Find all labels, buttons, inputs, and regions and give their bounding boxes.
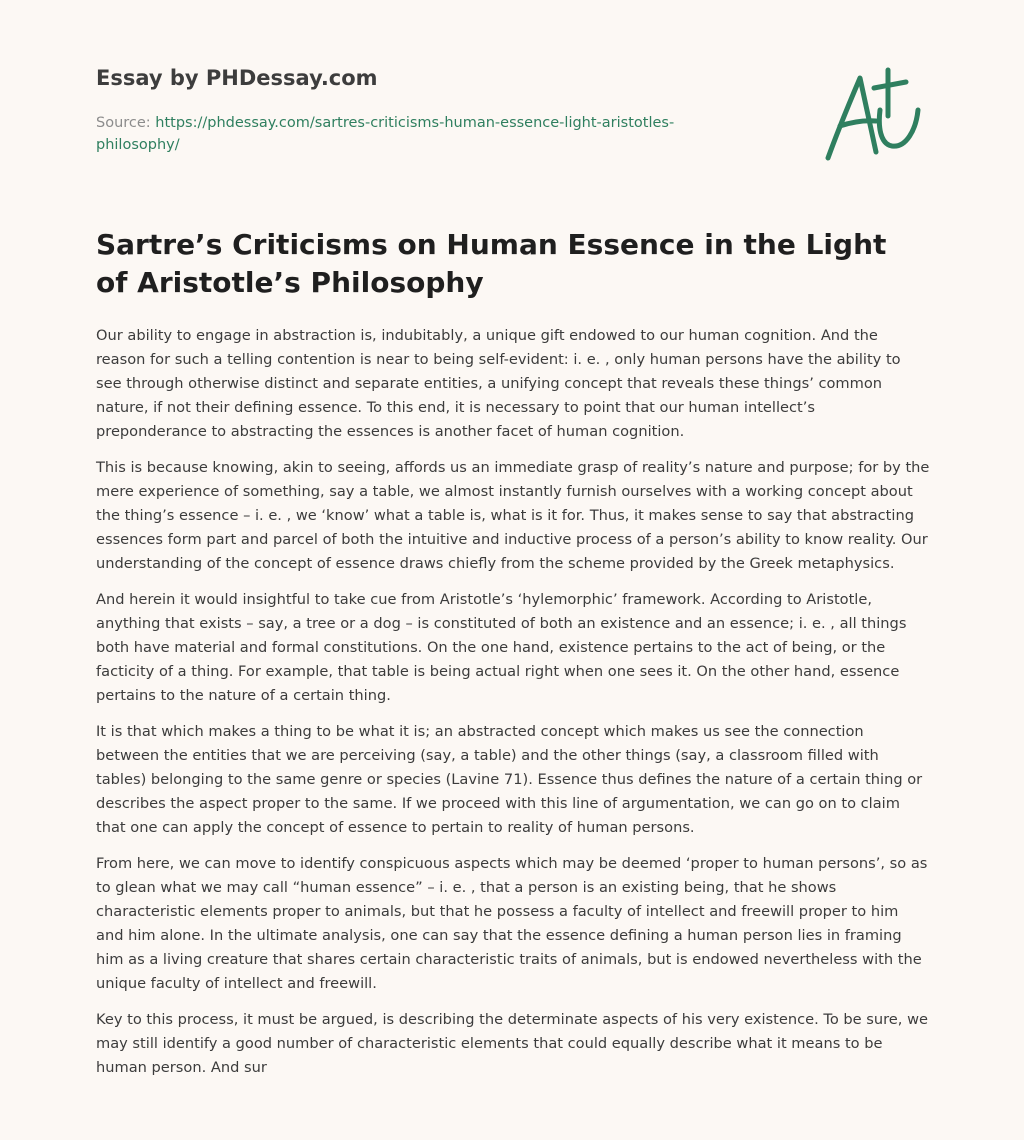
source-label: Source:: [96, 115, 151, 131]
article-body: [96, 324, 930, 1092]
paragraph: This is because knowing, akin to seeing, affords us an immediate grasp of reality’s nature and purpose; for by the mere experience of something, say a table, we almost instantly furnish ourselves with a working concept about the thing’s essence – i. e. , we ‘know’ what a table is, what is it for. Thus, it makes sense to say that abstracting essences form part and parcel of both the intuitive and inductive process of a person’s ability to know reality. Our understanding of the concept of essence draws chiefly from the scheme provided by the Greek metaphysics.: [96, 459, 930, 572]
paragraph: Our ability to engage in abstraction is, indubitably, a unique gift endowed to our human cognition. And the reason for such a telling contention is near to being self-evident: i. e. , only human persons have the ability to see through otherwise distinct and separate entities, a unifying concept that reveals these things’ common nature, if not their defining essence. To this end, it is necessary to point that our human intellect’s preponderance to abstracting the essences is another facet of human cognition.: [96, 327, 901, 440]
paragraph: It is that which makes a thing to be what it is; an abstracted concept which makes us see the connection between the entities that we are perceiving (say, a table) and the other things (say, a classroom filled with tables) belonging to the same genre or species (Lavine 71). Essence thus defines the nature of a certain thing or describes the aspect proper to the same. If we proceed with this line of argumentation, we can go on to claim that one can apply the concept of essence to pertain to reality of human persons.: [96, 723, 923, 836]
article-title: Sartre’s Criticisms on Human Essence in the Light of Aristotle’s Philosophy: [96, 228, 887, 299]
a-plus-grade-icon: [818, 66, 928, 166]
source-link[interactable]: https://phdessay.com/sartres-criticisms-human-essence-light-aristotles-philosophy/: [96, 115, 675, 153]
paragraph: Key to this process, it must be argued, is describing the determinate aspects of his very existence. To be sure, we may still identify a good number of characteristic elements that could equally describe what it means to be human person. And sur: [96, 1011, 928, 1076]
paragraph: From here, we can move to identify conspicuous aspects which may be deemed ‘proper to human persons’, so as to glean what we may call “human essence” – i. e. , that a person is an existing being, that he shows characteristic elements proper to animals, but that he possess a faculty of intellect and freewill proper to him and him alone. In the ultimate analysis, one can say that the essence defining a human person lies in framing him as a living creature that shares certain characteristic traits of animals, but is endowed nevertheless with the unique faculty of intellect and freewill.: [96, 855, 928, 992]
site-title: Essay by PHDessay.com: [96, 66, 378, 90]
source-line: [96, 112, 736, 156]
paragraph: And herein it would insightful to take cue from Aristotle’s ‘hylemorphic’ framework. According to Aristotle, anything that exists – say, a tree or a dog – is constituted of both an existence and an essence; i. e. , all things both have material and formal constitutions. On the one hand, existence pertains to the act of being, or the facticity of a thing. For example, that table is being actual right when one sees it. On the other hand, essence pertains to the nature of a certain thing.: [96, 591, 907, 704]
